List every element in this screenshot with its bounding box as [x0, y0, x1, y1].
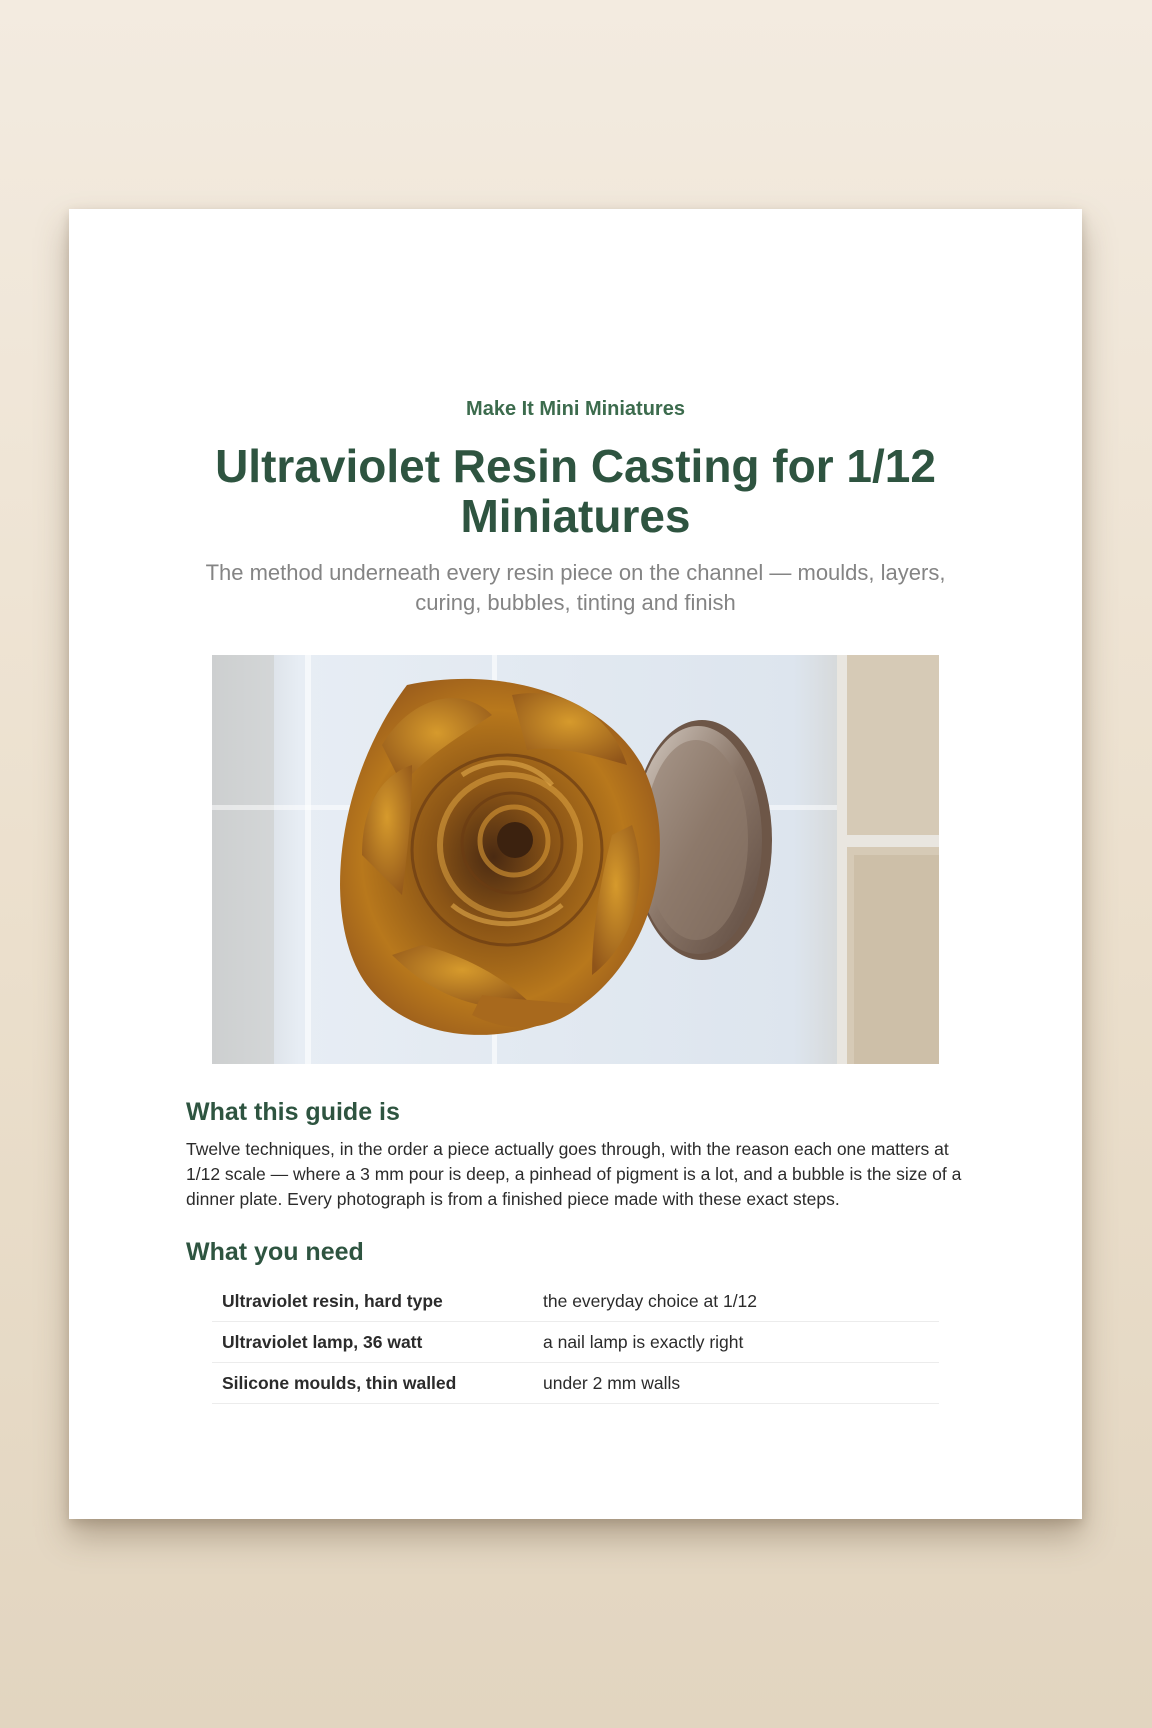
page-title: Ultraviolet Resin Casting for 1/12 Miniatures: [215, 440, 936, 542]
brand-name: Make It Mini Miniatures: [466, 398, 685, 420]
supply-item: Silicone moulds, thin walled: [212, 1363, 533, 1404]
page-subtitle: The method underneath every resin piece on the channel — moulds, layers, curing, bubbles, tinting and finish: [205, 560, 946, 615]
table-row: [212, 1363, 939, 1404]
supply-note: the everyday choice at 1/12: [533, 1281, 939, 1322]
supply-note: a nail lamp is exactly right: [533, 1322, 939, 1363]
table-row: [212, 1322, 939, 1363]
table-row: [212, 1281, 939, 1322]
guide-paragraph: Twelve techniques, in the order a piece actually goes through, with the reason each one matters at 1/12 scale — where a 3 mm pour is deep, a pinhead of pigment is a lot, and a bubble is the size of a dinner plate. Every photograph is from a finished piece made with these exact steps.: [186, 1139, 962, 1209]
section-heading-guide: What this guide is: [186, 1098, 400, 1126]
supplies-table: [212, 1281, 939, 1404]
document-page: [69, 209, 1082, 1519]
supply-note: under 2 mm walls: [533, 1363, 939, 1404]
supply-item: Ultraviolet lamp, 36 watt: [212, 1322, 533, 1363]
resin-rose-photo: [212, 655, 939, 1064]
section-heading-need: What you need: [186, 1238, 364, 1266]
supply-item: Ultraviolet resin, hard type: [212, 1281, 533, 1322]
hero-image: [212, 655, 939, 1064]
